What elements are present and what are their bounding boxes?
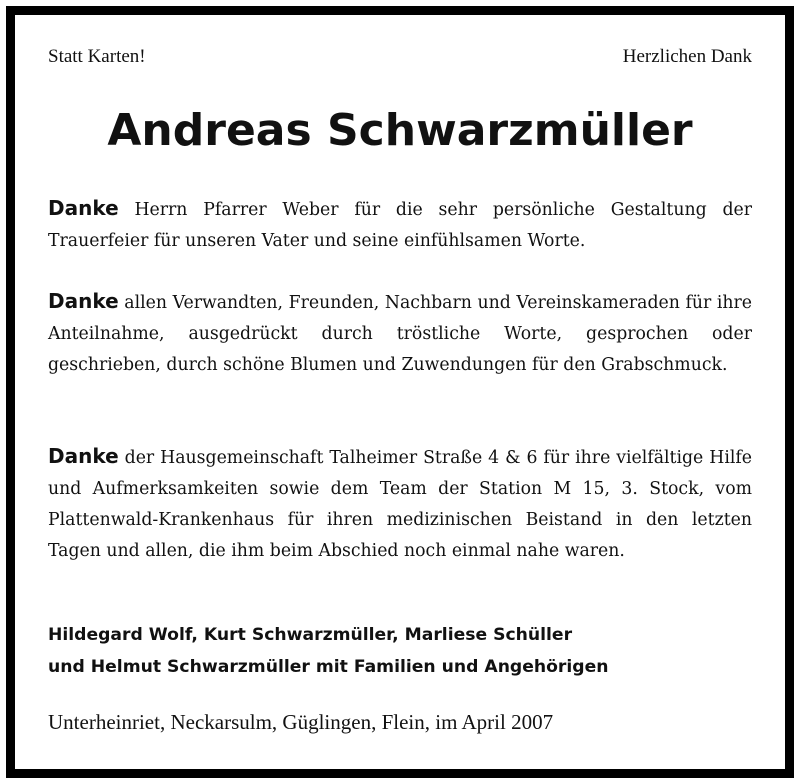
thanks-paragraph-3 bbox=[48, 441, 752, 567]
deceased-name: Andreas Schwarzmüller bbox=[107, 105, 693, 156]
header-right-text: Herzlichen Dank bbox=[622, 46, 752, 67]
signers-line-2: und Helmut Schwarzmüller mit Familien und Angehörigen bbox=[48, 657, 609, 677]
header-left-text: Statt Karten! bbox=[48, 46, 146, 67]
thanks-lead-word: Danke bbox=[48, 444, 119, 468]
thanks-lead-word: Danke bbox=[48, 196, 119, 220]
header-row bbox=[48, 45, 752, 69]
thanks-lead-word: Danke bbox=[48, 289, 119, 313]
thanks-paragraph-2 bbox=[48, 286, 752, 381]
obituary-notice bbox=[6, 6, 794, 778]
place-and-date: Unterheinriet, Neckarsulm, Güglingen, Flein, im April 2007 bbox=[48, 710, 554, 734]
signers-line-1: Hildegard Wolf, Kurt Schwarzmüller, Marliese Schüller bbox=[48, 625, 573, 645]
thanks-paragraph-text: der Hausgemeinschaft Talheimer Straße 4 & 6 für ihre vielfältige Hilfe und Aufmerksamkeiten sowie dem Team der Station M 15, 3. Stock, vom Plattenwald-Krankenhaus für ihren medizinischen Beistand in den letzten Tagen und allen, die ihm beim Abschied noch einmal nahe waren. bbox=[48, 448, 752, 561]
thanks-paragraph-text: Herrn Pfarrer Weber für die sehr persönliche Gestaltung der Trauerfeier für unseren Vater und seine einfühlsamen Worte. bbox=[48, 200, 752, 251]
signers-block bbox=[48, 619, 765, 683]
thanks-paragraph-1 bbox=[48, 193, 752, 257]
thanks-paragraph-text: allen Verwandten, Freunden, Nachbarn und Vereinskameraden für ihre Anteilnahme, ausgedrückt durch tröstliche Worte, gesprochen oder geschrieben, durch schöne Blumen und Zuwendungen für den Grabschmuck. bbox=[48, 293, 752, 375]
